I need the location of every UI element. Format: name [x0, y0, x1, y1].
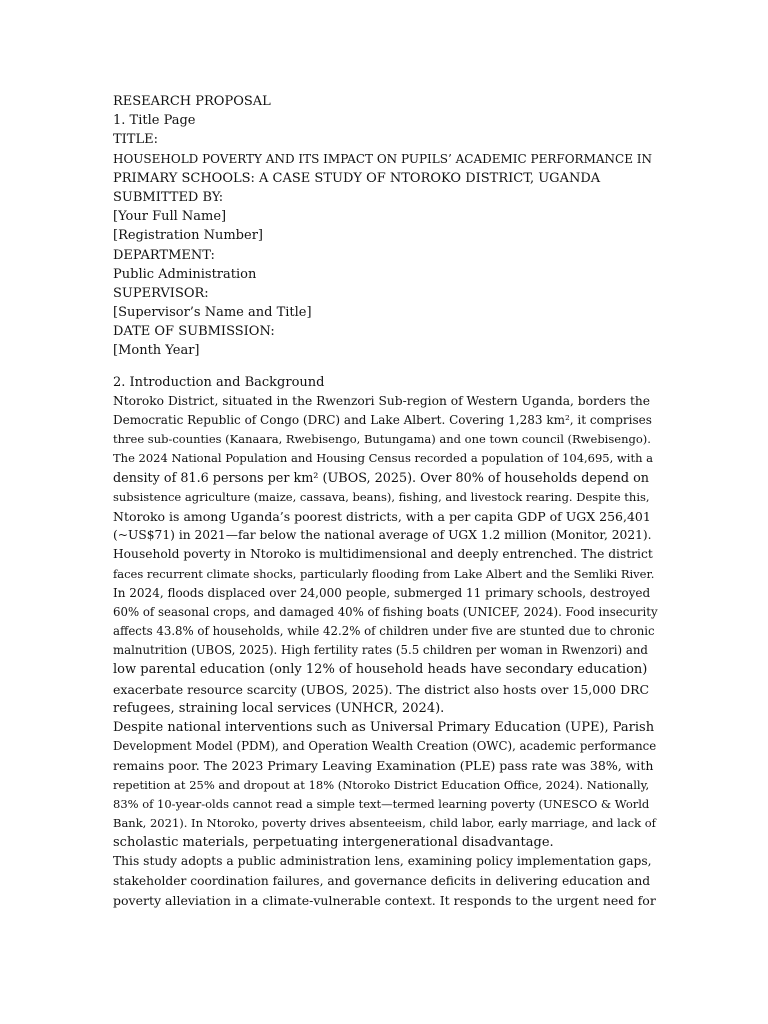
section-title-page: 1. Title Page [113, 113, 196, 129]
department-label: DEPARTMENT: [113, 247, 215, 263]
body-line: Democratic Republic of Congo (DRC) and Lake Albert. Covering 1,283 km², it comprises [113, 413, 652, 427]
registration-number-placeholder: [Registration Number] [113, 228, 263, 244]
body-line: Bank, 2021). In Ntoroko, poverty drives absenteeism, child labor, early marriage, and lack of [113, 815, 656, 830]
full-name-placeholder: [Your Full Name] [113, 209, 227, 225]
body-line: malnutrition (UBOS, 2025). High fertility rates (5.5 children per woman in Rwenzori) and [113, 643, 648, 658]
supervisor-label: SUPERVISOR: [113, 285, 209, 301]
body-line: stakeholder coordination failures, and governance deficits in delivering education and [113, 873, 651, 888]
body-line: In 2024, floods displaced over 24,000 people, submerged 11 primary schools, destroyed [113, 585, 651, 600]
introduction-body [113, 392, 658, 910]
department-value: Public Administration [113, 266, 257, 282]
date-label: DATE OF SUBMISSION: [113, 324, 275, 340]
body-line: 83% of 10-year-olds cannot read a simple text—termed learning poverty (UNESCO & World [113, 796, 650, 811]
body-line: three sub-counties (Kanaara, Rwebisengo, Butungama) and one town council (Rwebisengo). [113, 432, 651, 447]
section-spacer [113, 361, 658, 373]
body-line: Household poverty in Ntoroko is multidimensional and deeply entrenched. The district [113, 547, 653, 562]
title-line: HOUSEHOLD POVERTY AND ITS IMPACT ON PUPILS’ ACADEMIC PERFORMANCE IN [113, 151, 653, 166]
body-line: The 2024 National Population and Housing Census recorded a population of 104,695, with a [113, 451, 653, 466]
date-placeholder: [Month Year] [113, 343, 200, 359]
body-line: Development Model (PDM), and Operation Wealth Creation (OWC), academic performance [113, 739, 657, 754]
body-line: exacerbate resource scarcity (UBOS, 2025). The district also hosts over 15,000 DRC [113, 681, 650, 697]
body-line: density of 81.6 persons per km² (UBOS, 2025). Over 80% of households depend on [113, 470, 649, 486]
title-label: TITLE: [113, 132, 158, 148]
document-page [113, 92, 658, 910]
body-line: 60% of seasonal crops, and damaged 40% of fishing boats (UNICEF, 2024). Food insecurity [113, 604, 658, 619]
body-line: affects 43.8% of households, while 42.2% of children under five are stunted due to chronic [113, 624, 655, 639]
title-line: PRIMARY SCHOOLS: A CASE STUDY OF NTOROKO DISTRICT, UGANDA [113, 170, 601, 186]
body-line: refugees, straining local services (UNHCR, 2024). [113, 700, 445, 716]
body-line: low parental education (only 12% of household heads have secondary education) [113, 662, 648, 678]
body-line: Ntoroko District, situated in the Rwenzori Sub-region of Western Uganda, borders the [113, 393, 651, 408]
body-line: subsistence agriculture (maize, cassava, beans), fishing, and livestock rearing. Despite this, [113, 489, 650, 504]
body-line: scholastic materials, perpetuating intergenerational disadvantage. [113, 835, 554, 851]
body-line: Despite national interventions such as Universal Primary Education (UPE), Parish [113, 720, 655, 735]
introduction-heading: 2. Introduction and Background [113, 374, 325, 390]
body-line: (~US$71) in 2021—far below the national average of UGX 1.2 million (Monitor, 2021). [113, 528, 652, 543]
proposal-heading: RESEARCH PROPOSAL [113, 94, 271, 109]
body-line: This study adopts a public administration lens, examining policy implementation gaps, [113, 854, 652, 869]
body-line: Ntoroko is among Uganda’s poorest districts, with a per capita GDP of UGX 256,401 [113, 508, 651, 524]
body-line: faces recurrent climate shocks, particularly flooding from Lake Albert and the Semliki River. [113, 566, 655, 581]
body-line: poverty alleviation in a climate-vulnerable context. It responds to the urgent need for [113, 892, 656, 908]
supervisor-placeholder: [Supervisor’s Name and Title] [113, 305, 312, 321]
body-line: remains poor. The 2023 Primary Leaving Examination (PLE) pass rate was 38%, with [113, 758, 654, 774]
body-line: repetition at 25% and dropout at 18% (Ntoroko District Education Office, 2024). Nationally, [113, 777, 650, 792]
submitted-by-label: SUBMITTED BY: [113, 189, 224, 205]
